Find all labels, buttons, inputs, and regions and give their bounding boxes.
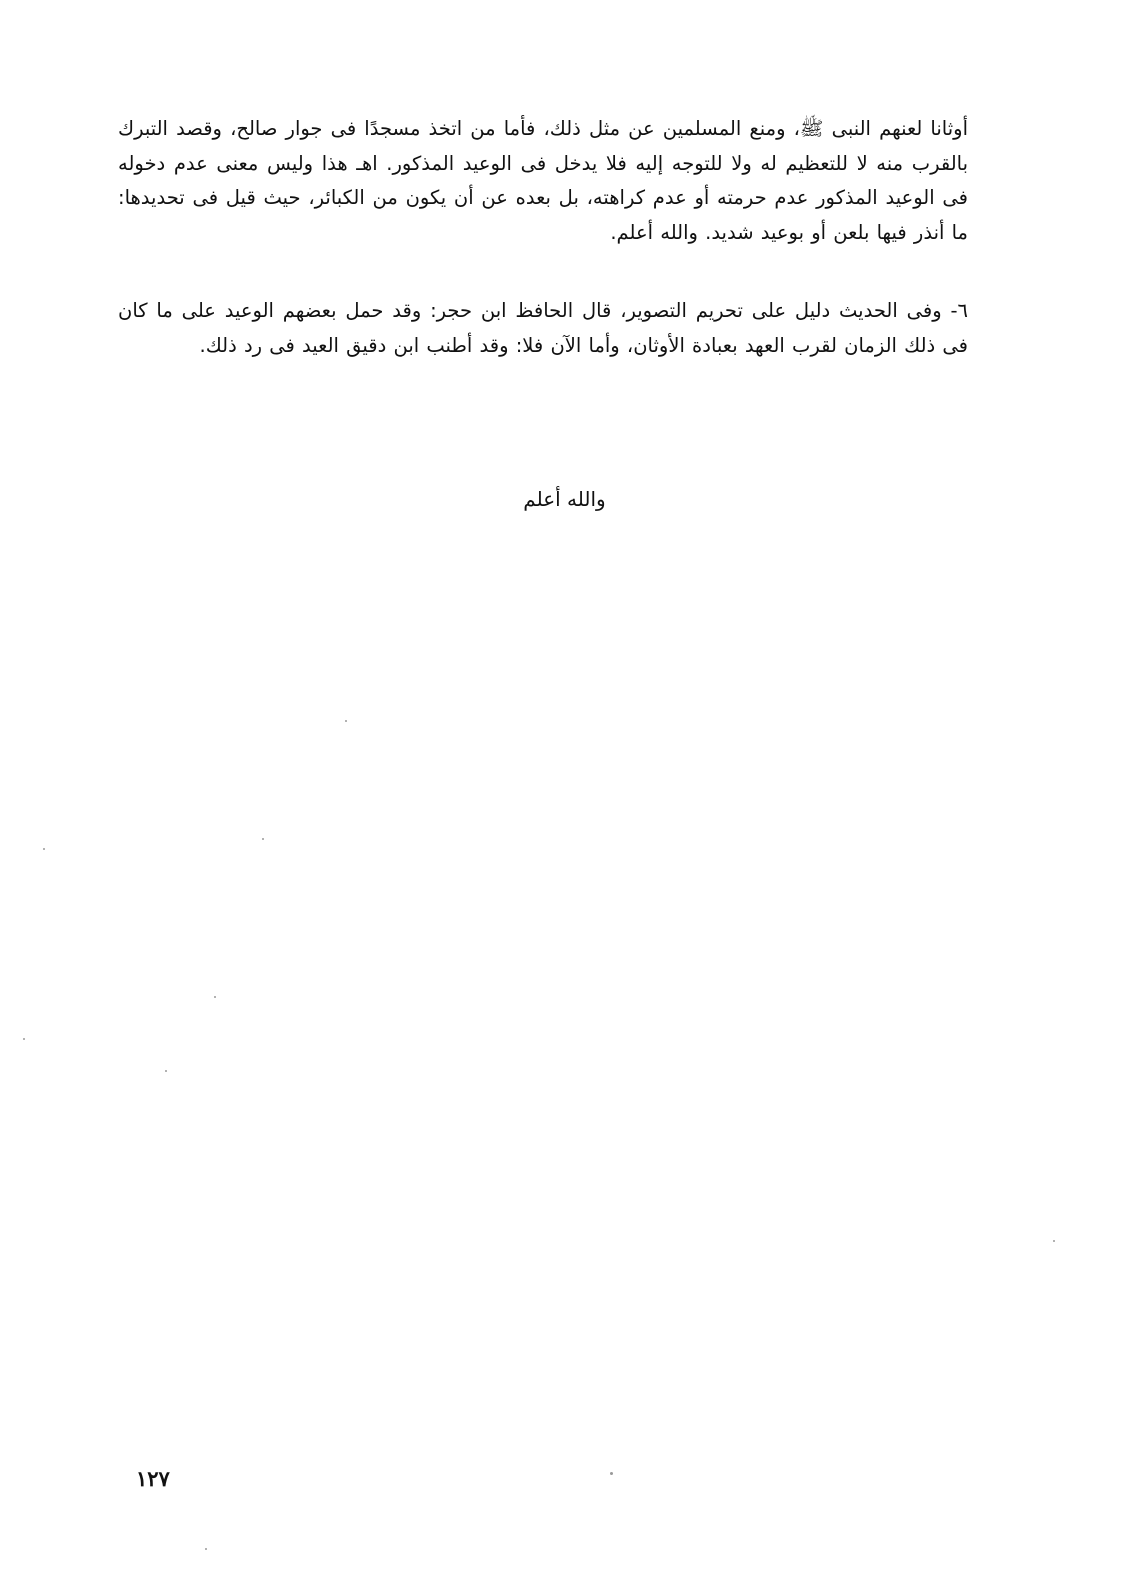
page-number: ١٢٧: [136, 1466, 170, 1491]
numbered-paragraph-text: وفى الحديث دليل على تحريم التصوير، قال الحافظ ابن حجر: وقد حمل بعضهم الوعيد على ما كان فى ذلك الزمان لقرب العهد بعبادة الأوثان، وأما الآن فلا: وقد أطنب ابن دقيق العيد فى رد ذلك.: [118, 299, 968, 357]
scan-speck: [23, 1038, 25, 1040]
closing-phrase: والله أعلم: [523, 487, 606, 511]
scan-speck: [610, 1472, 613, 1475]
scan-speck: [345, 720, 347, 722]
scan-speck: [165, 1070, 167, 1072]
scan-speck: [262, 838, 264, 840]
paragraph-continuation: [118, 112, 968, 250]
scan-speck: [205, 1548, 207, 1550]
paragraph-continuation-text: أوثانا لعنهم النبى ﷺ، ومنع المسلمين عن مثل ذلك، فأما من اتخذ مسجدًا فى جوار صالح، وقصد التبرك بالقرب منه لا للتعظيم له ولا للتوجه إليه فلا يدخل فى الوعيد المذكور. اهـ هذا وليس معنى عدم دخوله فى الوعيد المذكور عدم حرمته أو عدم كراهته، بل بعده عن أن يكون من الكبائر، حيث قيل فى تحديدها: ما أنذر فيها بلعن أو بوعيد شديد. والله أعلم.: [118, 117, 968, 244]
scan-speck: [214, 996, 216, 998]
scan-speck: [43, 848, 45, 850]
numbered-paragraph-6: [118, 294, 968, 363]
scan-speck: [1053, 1240, 1055, 1242]
item-number: ٦-: [950, 299, 968, 322]
